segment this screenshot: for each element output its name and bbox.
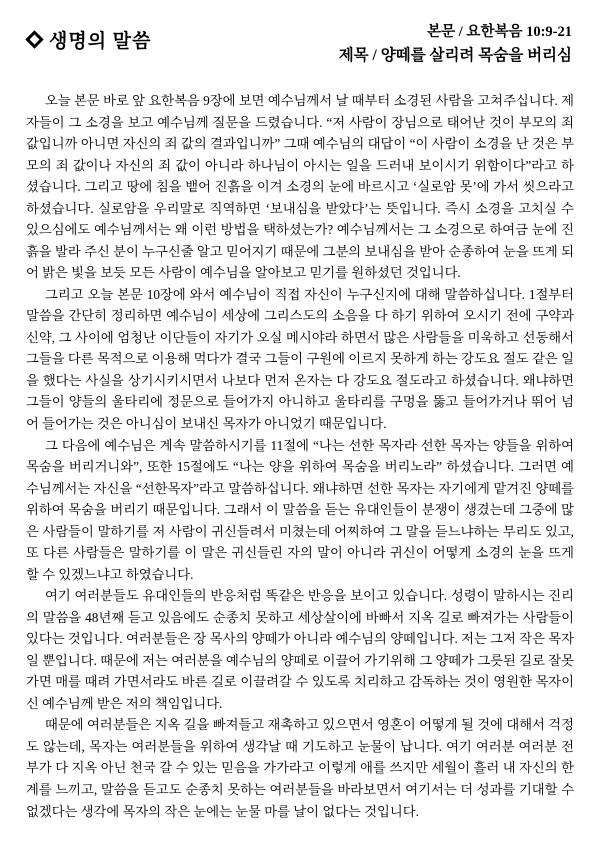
paragraph: 그 다음에 예수님은 계속 말씀하시기를 11절에 “나는 선한 목자라 선한 목자는 양들을 위하여 목숨을 버리거니와”, 또한 15절에도 “나는 양을 위하여 목숨을 버리노라” 하셨습니다. 그러면 예수님께서는 자신을 “선한목자”라고 말씀하십니다. 왜냐하면 선한 목자는 자기에게 맡겨진 양떼를 위하여 목숨을 버리기 때문입니다. 그래서 이 말씀을 듣는 유대인들이 분쟁이 생겼는데 그중에 많은 사람들이 말하기를 저 사람이 귀신들려서 미쳤는데 어찌하여 그 말을 듣느냐하는 무리도 있고, 또 다른 사람들은 말하기를 이 말은 귀신들린 자의 말이 아니라 귀신이 어떻게 소경의 눈을 뜨게 할 수 있겠느냐고 하였습니다. — [26, 437, 574, 582]
paragraph: 여기 여러분들도 유대인들의 반응처럼 똑같은 반응을 보이고 있습니다. 성령이 말하시는 진리의 말씀을 48년째 듣고 있음에도 순종치 못하고 세상살이에 바빠서 지옥 길로 빠져가는 사람들이 있다는 것입니다. 여러분들은 장 목사의 양떼가 아니라 예수님의 양떼입니다. 저는 그저 작은 목자일 뿐입니다. 때문에 저는 여러분을 예수님의 양떼로 이끌어 가기위해 그 양떼가 그릇된 길로 잘못 가면 매를 때려 가면서라도 바른 길로 이끌려갈 수 있도록 치리하고 감독하는 것이 영원한 목자이신 예수님께 받은 저의 책임입니다. — [26, 588, 574, 711]
page-title: 생명의 말씀 — [49, 31, 152, 52]
document-body — [26, 90, 574, 822]
sermon-subject: 제목 / 양떼를 살리려 목숨을 버리심 — [338, 46, 572, 64]
diamond-icon — [25, 30, 43, 48]
paragraph: 때문에 여러분들은 지옥 길을 빠져들고 재촉하고 있으면서 영혼이 어떻게 될 것에 대해서 걱정도 않는데, 목자는 여러분들을 위하여 생각날 때 기도하고 눈물이 납니다. 여기 여러분 여러분 전부가 다 지옥 아닌 천국 갈 수 있는 믿음을 가가라고 이렇게 애를 쓰지만 세월이 흘러 내 자신의 한계를 느끼고, 말씀을 듣고도 순종치 못하는 여러분들을 바라보면서 여기서는 더 성과를 기대할 수 없겠다는 생각에 목자의 작은 눈에는 눈물 마를 날이 없다는 것입니다. — [26, 717, 574, 819]
document-title-row — [28, 26, 152, 53]
paragraph: 오늘 본문 바로 앞 요한복음 9장에 보면 예수님께서 날 때부터 소경된 사람을 고쳐주십니다. 제자들이 그 소경을 보고 예수님께 질문을 드렸습니다. “저 사람이 장님으로 태어난 것이 부모의 죄 값입니까 아니면 자신의 죄 값의 결과입니까” 그때 예수님의 대답이 “이 사람이 소경을 난 것은 부모의 죄 값이나 자신의 죄 값이 아니라 하나님이 아시는 일을 드러내 보이시기 위함이다”라고 하셨습니다. 그리고 땅에 침을 뱉어 진흙을 이겨 소경의 눈에 바르시고 ‘실로암 못’에 가서 씻으라고 하셨습니다. 실로암을 우리말로 직역하면 ‘보내심을 받았다’는 뜻입니다. 즉시 소경을 고치실 수 있으심에도 예수님께서는 왜 이런 방법을 택하셨는가? 예수님께서는 그 소경으로 하여금 눈에 진흙을 발라 주신 분이 누구신줄 알고 믿어지기 때문에 그분의 보내심을 받아 순종하여 눈을 뜨게 되어 밝은 빛을 보듯 모든 사람이 예수님을 알아보고 믿기를 원하셨던 것입니다. — [26, 93, 574, 281]
scripture-reference: 본문 / 요한복음 10:9-21 — [427, 24, 572, 40]
document-header — [26, 22, 574, 88]
paragraph: 그리고 오늘 본문 10장에 와서 예수님이 직접 자신이 누구신지에 대해 말씀하십니다. 1절부터 말씀을 간단히 정리하면 예수님이 세상에 그리스도의 소음을 다 하기 위하여 오시기 전에 구약과 신약, 그 사이에 엄청난 이단들이 자기가 오실 메시야라 하면서 많은 사람들을 미욱하고 선동해서 그들을 다른 목적으로 이용해 먹다가 결국 그들이 구원에 이르지 못하게 하는 강도요 절도 같은 일을 했다는 사실을 상기시키시면서 나보다 먼저 온자는 다 강도요 절도라고 하셨습니다. 왜냐하면 그들이 양들의 울타리에 정문으로 들어가지 아니하고 울타리를 구멍을 뚫고 들어가거나 뛰어 넘어 들어가는 것은 아니심이 보내신 목자가 아니었기 때문입니다. — [26, 286, 574, 431]
footer-spacer — [26, 822, 574, 828]
reference-block — [339, 22, 572, 67]
